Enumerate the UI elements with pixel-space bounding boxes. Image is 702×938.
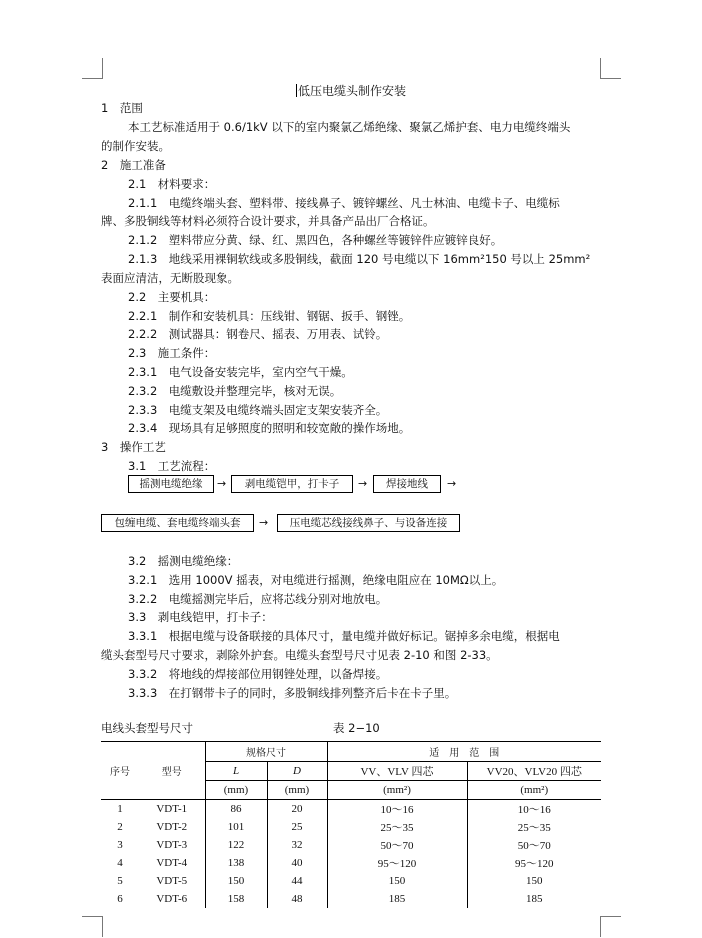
flow-step-strip-armor: 剥电缆铠甲，打卡子 <box>231 475 353 493</box>
paragraph-line: 2.1.1 电缆终端头套、塑料带、接线鼻子、镀锌螺丝、凡士林油、电缆卡子、电缆标 <box>128 196 560 210</box>
table-row: 6 VDT-6 158 48 185 185 <box>101 890 601 908</box>
table-row: 1 VDT-1 86 20 10～16 10～16 <box>101 800 601 819</box>
header-vv20-unit: (mm²) <box>467 781 601 800</box>
section-heading-preparation: 2 施工准备 <box>101 158 166 172</box>
paragraph-line: 2.1.3 地线采用裸铜软线或多股铜线，截面 120 号电缆以下 16mm²150 号以上 25mm² <box>128 252 591 266</box>
paragraph-line: 3.3.1 根据电缆与设备联接的具体尺寸，量电缆并做好标记。锯掉多余电缆，根据电 <box>128 629 560 643</box>
crop-mark-bottom-left-v <box>102 916 103 937</box>
header-D: D <box>267 762 327 781</box>
table-row: 3 VDT-3 122 32 50～70 50～70 <box>101 836 601 854</box>
paragraph-line: 2.3.1 电气设备安装完毕，室内空气干燥。 <box>128 365 353 379</box>
header-D-unit: (mm) <box>267 781 327 800</box>
flow-arrow-icon: → <box>217 477 227 490</box>
header-vv-unit: (mm²) <box>327 781 467 800</box>
flow-arrow-icon: → <box>259 516 269 529</box>
subheading: 3.1 工艺流程： <box>128 459 216 473</box>
paragraph-line: 表面应清洁，无断股现象。 <box>101 271 239 285</box>
paragraph-line: 牌、多股铜线等材料必须符合设计要求，并具备产品出厂合格证。 <box>101 214 435 228</box>
header-L: L <box>205 762 267 781</box>
section-heading-scope: 1 范围 <box>101 101 143 115</box>
crop-mark-top-left-v <box>102 58 103 79</box>
section-heading-operation: 3 操作工艺 <box>101 440 166 454</box>
flow-arrow-icon: → <box>447 477 457 490</box>
table-caption: 电线头套型号尺寸 <box>101 721 193 735</box>
paragraph-line: 缆头套型号尺寸要求，剥除外护套。电缆头套型号尺寸见表 2-10 和图 2-33。 <box>101 648 498 662</box>
paragraph-line: 3.3.2 将地线的焊接部位用钢锉处理，以备焊接。 <box>128 667 388 681</box>
paragraph-line: 2.2.1 制作和安装机具：压线钳、钢锯、扳手、钢锉。 <box>128 309 411 323</box>
paragraph-line: 3.3.3 在打钢带卡子的同时，多股铜线排列整齐后卡在卡子里。 <box>128 686 457 700</box>
header-L-unit: (mm) <box>205 781 267 800</box>
flow-step-weld-ground: 焊接地线 <box>373 475 441 493</box>
header-model: 型号 <box>139 742 205 800</box>
paragraph-line: 的制作安装。 <box>101 139 170 153</box>
table-row: 4 VDT-4 138 40 95～120 95～120 <box>101 854 601 872</box>
crop-mark-top-left-h <box>82 78 103 79</box>
flow-step-wrap-cable: 包缠电缆、套电缆终端头套 <box>101 514 254 532</box>
header-seq: 序号 <box>101 742 139 800</box>
paragraph-line: 3.2.2 电缆摇测完毕后，应将芯线分别对地放电。 <box>128 592 388 606</box>
subheading: 2.1 材料要求： <box>128 177 216 191</box>
paragraph-line: 2.3.4 现场具有足够照度的照明和较宽敞的操作场地。 <box>128 421 411 435</box>
document-title: 低压电缆头制作安装 <box>297 84 406 98</box>
header-vv20: VV20、VLV20 四芯 <box>467 762 601 781</box>
paragraph-line: 2.2.2 测试器具：钢卷尺、摇表、万用表、试铃。 <box>128 327 388 341</box>
paragraph-line: 2.3.3 电缆支架及电缆终端头固定支架安装齐全。 <box>128 403 388 417</box>
text-cursor <box>296 84 297 97</box>
paragraph-line: 2.3.2 电缆敷设并整理完毕，核对无误。 <box>128 384 342 398</box>
subheading: 2.2 主要机具： <box>128 290 216 304</box>
crop-mark-top-right-h <box>600 78 621 79</box>
crop-mark-bottom-right-h <box>600 916 621 917</box>
cable-head-size-table <box>101 741 601 908</box>
header-spec: 规格尺寸 <box>205 742 327 762</box>
subheading: 3.2 摇测电缆绝缘： <box>128 554 239 568</box>
paragraph-line: 2.1.2 塑料带应分黄、绿、红、黑四色，各种螺丝等镀锌件应镀锌良好。 <box>128 233 503 247</box>
header-vv: VV、VLV 四芯 <box>327 762 467 781</box>
crop-mark-bottom-right-v <box>600 916 601 937</box>
subheading: 3.3 剥电线铠甲，打卡子： <box>128 610 273 624</box>
paragraph-line: 本工艺标准适用于 0.6/1kV 以下的室内聚氯乙烯绝缘、聚氯乙烯护套、电力电缆终端头 <box>128 120 571 134</box>
flow-arrow-icon: → <box>358 477 368 490</box>
table-row: 2 VDT-2 101 25 25～35 25～35 <box>101 818 601 836</box>
header-range: 适 用 范 围 <box>327 742 601 762</box>
table-row: 5 VDT-5 150 44 150 150 <box>101 872 601 890</box>
crop-mark-top-right-v <box>600 58 601 79</box>
crop-mark-bottom-left-h <box>82 916 103 917</box>
flow-step-crimp-connect: 压电缆芯线接线鼻子、与设备连接 <box>277 514 460 532</box>
table-number: 表 2−10 <box>333 721 380 735</box>
paragraph-line: 3.2.1 选用 1000V 摇表，对电缆进行摇测，绝缘电阻应在 10MΩ以上。 <box>128 573 504 587</box>
flow-step-insulation-test: 摇测电缆绝缘 <box>128 475 214 493</box>
subheading: 2.3 施工条件： <box>128 346 216 360</box>
